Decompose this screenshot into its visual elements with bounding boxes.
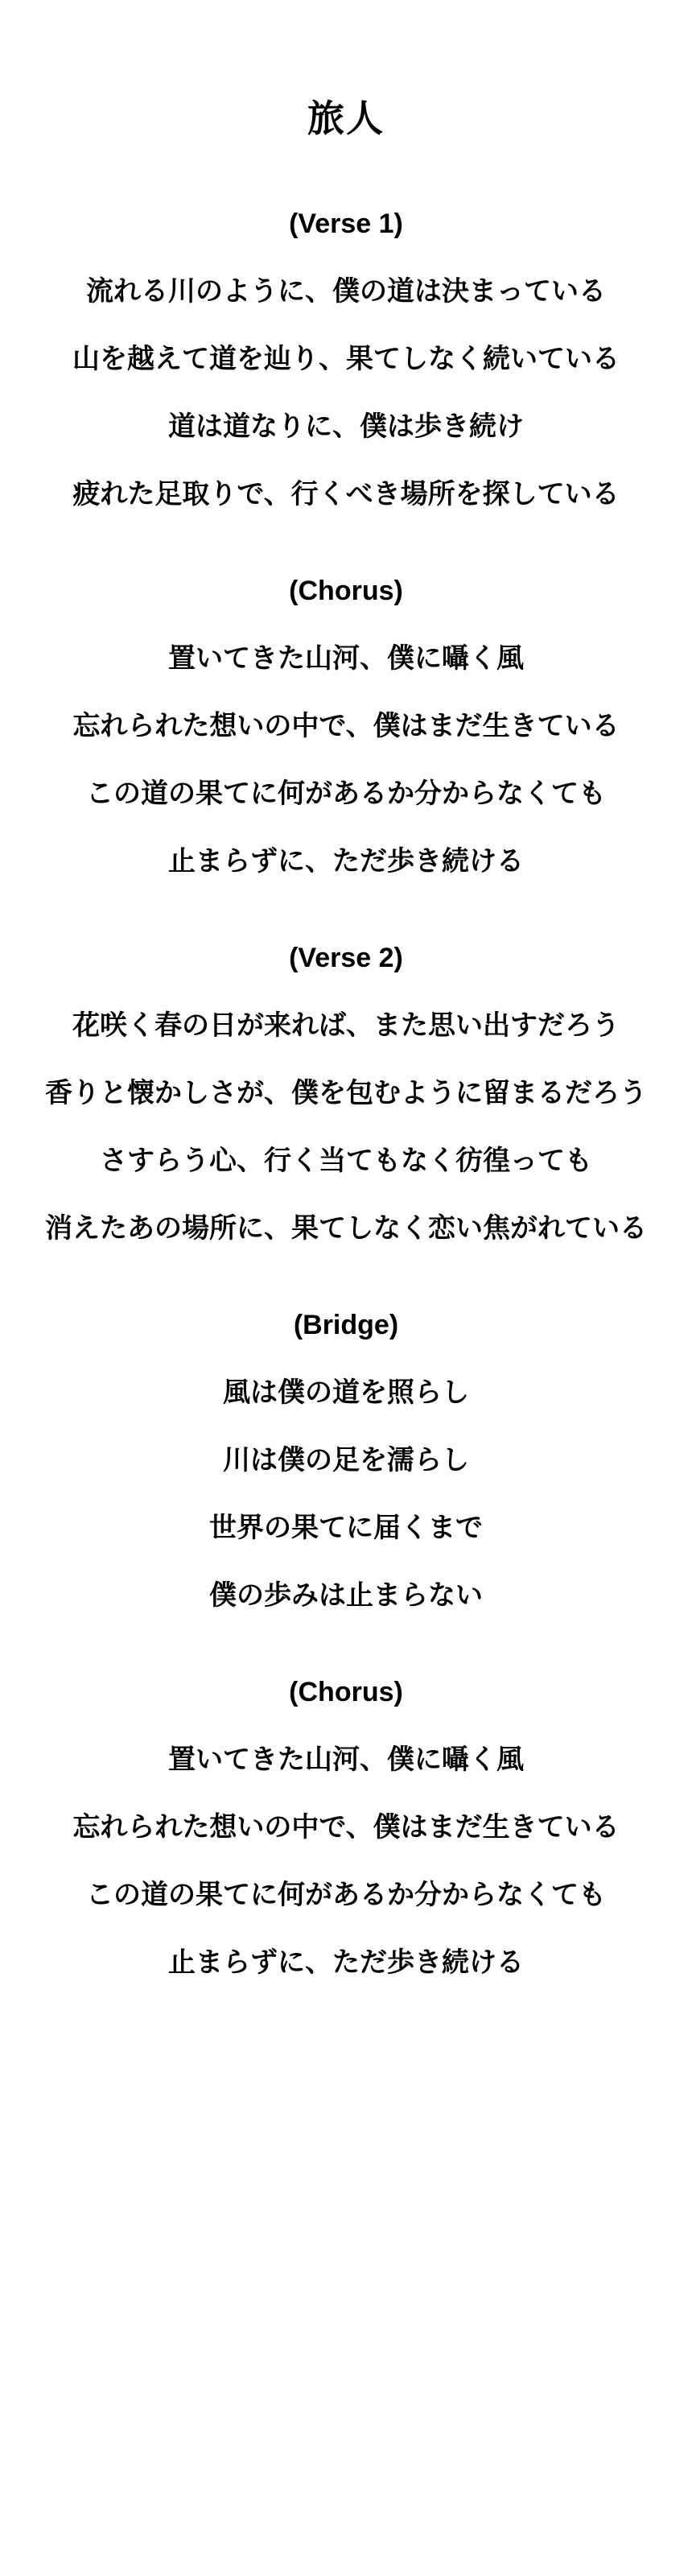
lyric-line: 疲れた足取りで、行くべき場所を探している bbox=[72, 479, 620, 510]
lyric-line: 消えたあの場所に、果てしなく恋い焦がれている bbox=[45, 1213, 647, 1244]
lyric-line: 風は僕の道を照らし bbox=[223, 1377, 469, 1408]
lyric-line: 山を越えて道を辿り、果てしなく続いている bbox=[72, 344, 620, 374]
lyric-line: 川は僕の足を濡らし bbox=[223, 1445, 469, 1476]
lyric-line: 香りと懐かしさが、僕を包むように留まるだろう bbox=[45, 1078, 647, 1108]
lyric-line: 忘れられた想いの中で、僕はまだ生きている bbox=[72, 711, 620, 741]
section-label: (Bridge) bbox=[293, 1310, 399, 1340]
section-label: (Verse 2) bbox=[289, 943, 403, 973]
lyric-line: この道の果てに何があるか分からなくても bbox=[86, 778, 606, 809]
lyric-line: この道の果てに何があるか分からなくても bbox=[86, 1880, 606, 1910]
lyric-line: 忘れられた想いの中で、僕はまだ生きている bbox=[72, 1812, 620, 1843]
lyric-line: 止まらずに、ただ歩き続ける bbox=[168, 1947, 524, 1978]
lyrics-section bbox=[0, 577, 692, 875]
lyric-line: 置いてきた山河、僕に囁く風 bbox=[168, 1744, 524, 1775]
lyric-line: 止まらずに、ただ歩き続ける bbox=[168, 846, 524, 877]
section-label: (Chorus) bbox=[289, 576, 403, 606]
lyric-line: 世界の果てに届くまで bbox=[209, 1513, 483, 1543]
lyric-line: 花咲く春の日が来れば、また思い出すだろう bbox=[72, 1010, 620, 1041]
section-label: (Chorus) bbox=[289, 1677, 403, 1707]
page-title: 旅人 bbox=[307, 97, 385, 139]
lyric-line: 流れる川のように、僕の道は決まっている bbox=[86, 276, 606, 307]
lyric-line: 道は道なりに、僕は歩き続け bbox=[168, 411, 524, 442]
section-label: (Verse 1) bbox=[289, 208, 403, 239]
lyric-line: さすらう心、行く当てもなく彷徨っても bbox=[100, 1146, 592, 1176]
lyrics-section bbox=[0, 1311, 692, 1609]
lyric-line: 置いてきた山河、僕に囁く風 bbox=[168, 643, 524, 674]
lyrics-section bbox=[0, 1678, 692, 1976]
lyric-line: 僕の歩みは止まらない bbox=[209, 1580, 483, 1611]
lyrics-section bbox=[0, 210, 692, 508]
lyrics-sections bbox=[0, 210, 692, 1976]
lyrics-section bbox=[0, 944, 692, 1242]
